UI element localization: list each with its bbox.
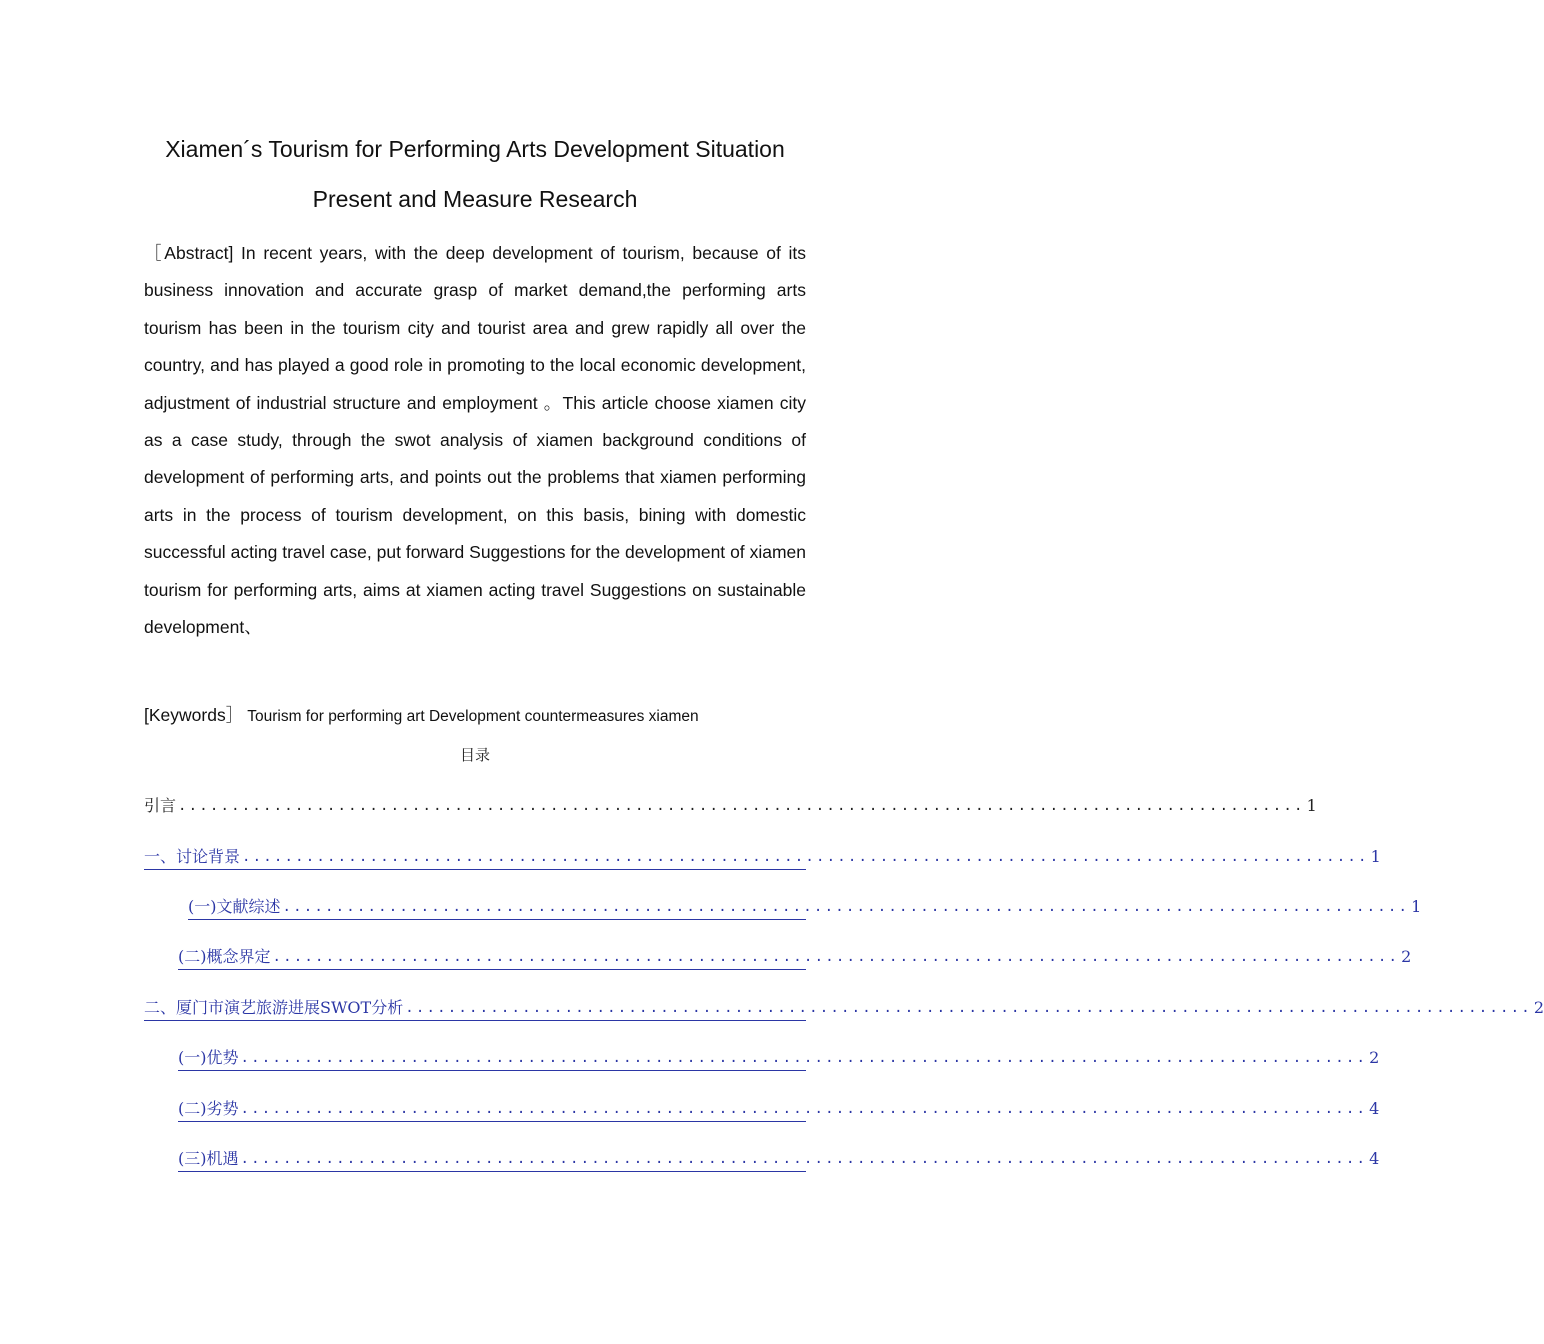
toc-entry-page: 1 (1306, 796, 1317, 815)
toc-entry-page: 4 (1369, 1099, 1380, 1118)
toc-leader-dots: .......................................................................................................... (240, 1101, 1368, 1117)
abstract-text: In recent years, with the deep development of tourism, because of its business innovation and accurate grasp of market demand,the performing arts tourism has been in the tourism city and tourist area and grew rapidly all over the country, and has played a good role in promoting to the local economic development, adjustment of industrial structure and employment 。This article choose xiamen city as a case study, through the swot analysis of xiamen background conditions of development of performing arts, and points out the problems that xiamen performing arts in the process of tourism development, on this basis, bining with domestic successful acting travel case, put forward Suggestions for the development of xiamen tourism for performing arts, aims at xiamen acting travel Suggestions on sustainable development、 (144, 243, 806, 638)
toc-heading: 目录 (459, 746, 490, 764)
keywords-values: Tourism for performing art Development countermeasures xiamen (243, 708, 699, 725)
toc-entry-page: 2 (1369, 1048, 1380, 1067)
keywords-label: [Keywords］ (144, 705, 244, 725)
toc-entry-label: (二)劣势 (178, 1099, 239, 1118)
toc-entry-label: (三)机遇 (178, 1149, 239, 1168)
toc-entry-research-background[interactable] (144, 841, 1381, 870)
toc-entry-label: (一)优势 (178, 1048, 239, 1067)
toc-entry-opportunities[interactable] (178, 1143, 1380, 1172)
toc-entry-label: (二)概念界定 (178, 947, 271, 966)
toc-leader-dots: .......................................................................................................... (178, 798, 1305, 814)
toc-entry-introduction[interactable] (144, 790, 1317, 818)
toc-entry-label: 引言 (144, 796, 177, 815)
document-title-line-1: Xiamen´s Tourism for Performing Arts Development Situation (165, 136, 785, 162)
toc-leader-dots: .......................................................................................................... (240, 1151, 1368, 1167)
toc-leader-dots: .......................................................................................................... (405, 1000, 1532, 1016)
toc-entry-page: 4 (1369, 1149, 1380, 1168)
toc-entry-page: 1 (1411, 897, 1422, 916)
document-title-line-2: Present and Measure Research (312, 186, 638, 212)
toc-entry-page: 1 (1370, 847, 1381, 866)
toc-entry-strengths[interactable] (178, 1042, 1380, 1071)
keywords-line (144, 700, 806, 732)
toc-entry-weaknesses[interactable] (178, 1093, 1380, 1122)
toc-entry-literature-review[interactable] (188, 891, 1422, 920)
toc-leader-dots: .......................................................................................................... (282, 899, 1410, 915)
toc-leader-dots: .......................................................................................................... (272, 949, 1400, 965)
toc-entry-swot-analysis[interactable] (144, 992, 1544, 1021)
abstract-label: ［Abstract] (144, 243, 234, 263)
toc-entry-label: (一)文献综述 (188, 897, 281, 916)
toc-leader-dots: .......................................................................................................... (240, 1050, 1368, 1066)
toc-entry-page: 2 (1533, 998, 1544, 1017)
abstract-paragraph (144, 235, 806, 646)
toc-entry-label: 一、讨论背景 (144, 847, 241, 866)
toc-leader-dots: .......................................................................................................... (242, 849, 1369, 865)
toc-entry-concept-definition[interactable] (178, 941, 1412, 970)
toc-entry-page: 2 (1401, 947, 1412, 966)
toc-entry-label: 二、厦门市演艺旅游进展SWOT分析 (144, 998, 404, 1017)
